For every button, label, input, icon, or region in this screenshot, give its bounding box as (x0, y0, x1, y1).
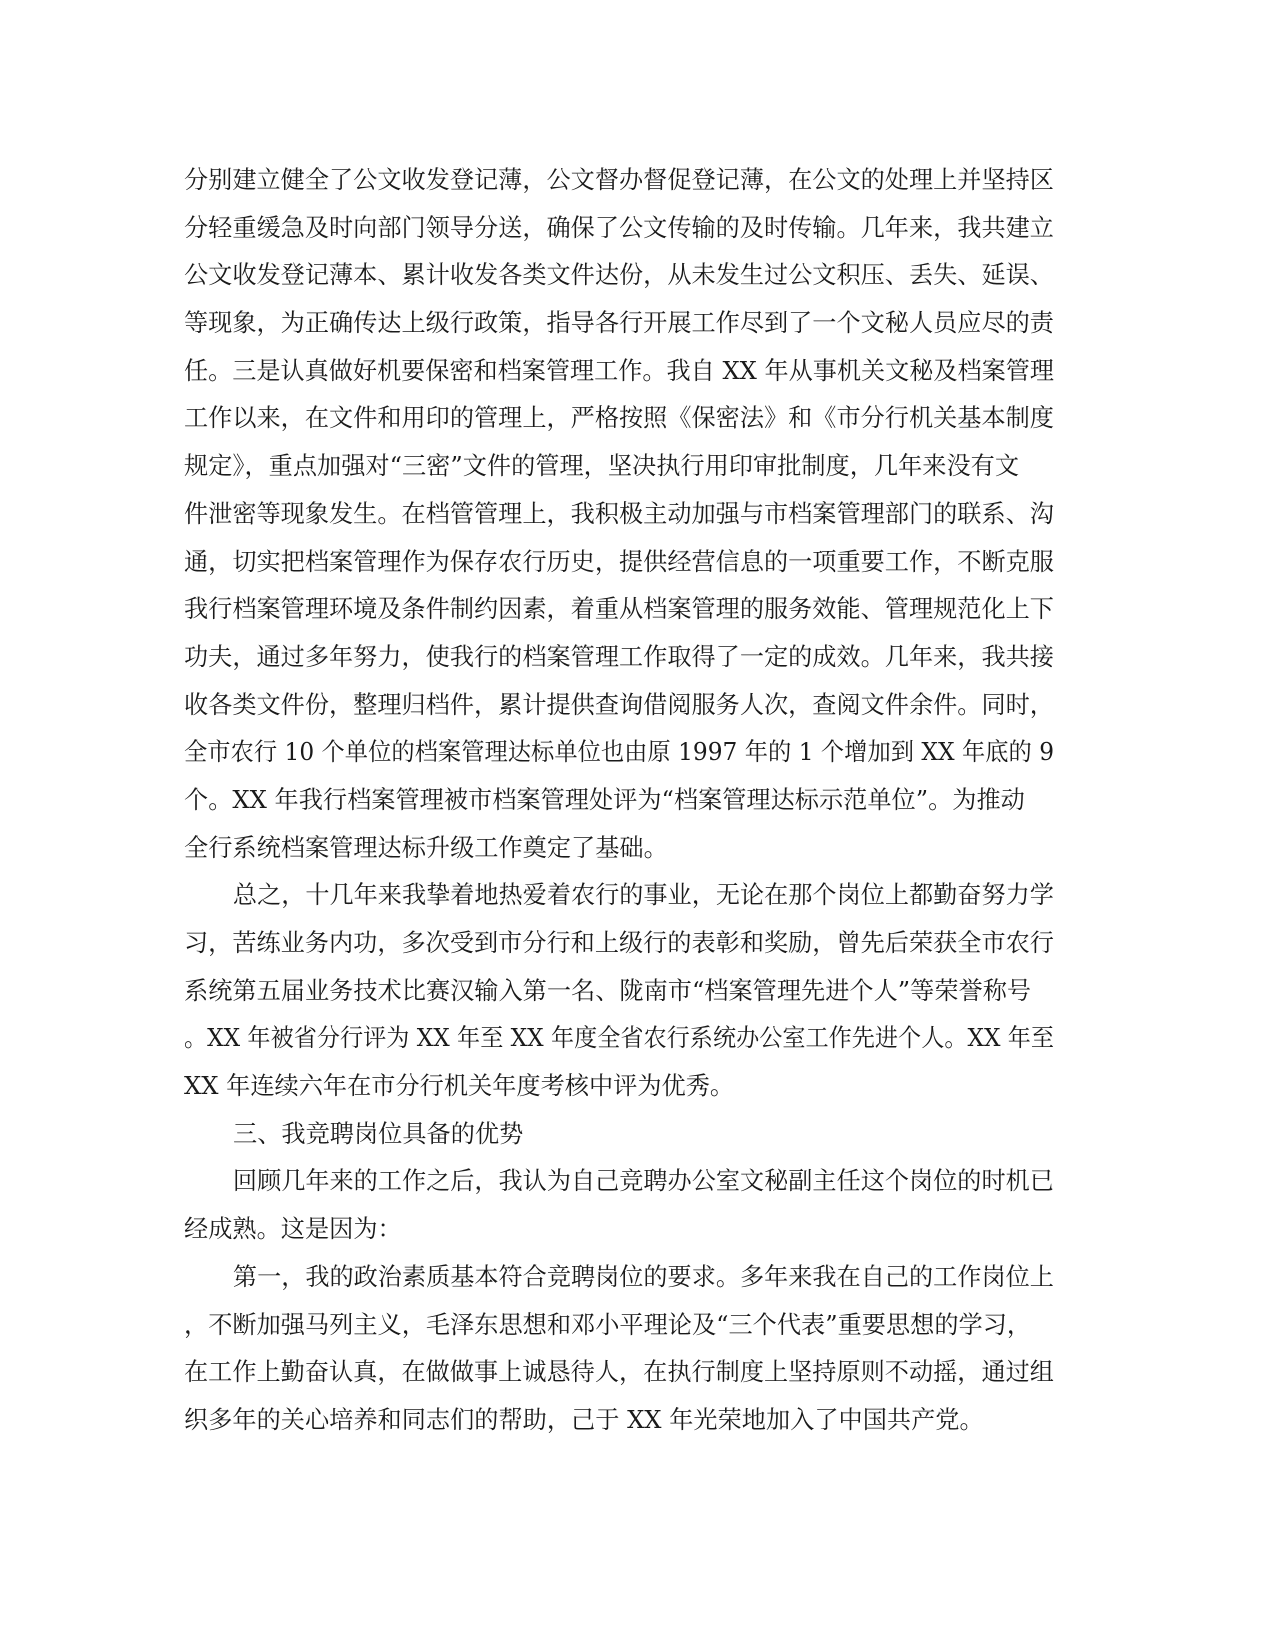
text-line: 在工作上勤奋认真，在做做事上诚恳待人，在执行制度上坚持原则不动摇，通过组 (184, 1358, 1054, 1387)
text-line: 回顾几年来的工作之后，我认为自己竞聘办公室文秘副主任这个岗位的时机已 (232, 1167, 1054, 1196)
text-line: 总之，十几年来我挚着地热爱着农行的事业，无论在那个岗位上都勤奋努力学 (232, 881, 1054, 910)
text-line: 任。三是认真做好机要保密和档案管理工作。我自 XX 年从事机关文秘及档案管理 (184, 356, 1055, 385)
text-line: 系统第五届业务技术比赛汉输入第一名、陇南市“档案管理先进个人”等荣誉称号 (184, 976, 1032, 1005)
text-line: 个。XX 年我行档案管理被市档案管理处评为“档案管理达标示范单位”。为推动 (184, 785, 1025, 814)
text-line: 习，苦练业务内功，多次受到市分行和上级行的表彰和奖励，曾先后荣获全市农行 (184, 929, 1054, 957)
text-line: 织多年的关心培养和同志们的帮助，己于 XX 年光荣地加入了中国共产党。 (184, 1405, 984, 1434)
text-line: XX 年连续六年在市分行机关年度考核中评为优秀。 (184, 1072, 735, 1101)
text-line: 分别建立健全了公文收发登记薄，公文督办督促登记薄，在公文的处理上并坚持区 (184, 166, 1054, 194)
text-line: 第一，我的政治素质基本符合竞聘岗位的要求。多年来我在自己的工作岗位上 (232, 1262, 1054, 1291)
text-line: 全市农行 10 个单位的档案管理达标单位也由原 1997 年的 1 个增加到 XX 年底的 9 (184, 738, 1055, 767)
text-line: 等现象，为正确传达上级行政策，指导各行开展工作尽到了一个文秘人员应尽的责 (184, 309, 1054, 338)
text-line: 分轻重缓急及时向部门领导分送，确保了公文传输的及时传输。几年来，我共建立 (184, 213, 1054, 242)
text-line: 收各类文件份，整理归档件，累计提供查询借阅服务人次，查阅文件余件。同时， (184, 690, 1054, 719)
text-line: 规定》，重点加强对“三密”文件的管理，坚决执行用印审批制度，几年来没有文 (184, 452, 1020, 481)
text-line: 通，切实把档案管理作为保存农行历史，提供经营信息的一项重要工作，不断克服 (184, 547, 1054, 576)
text-line: 件泄密等现象发生。在档管管理上，我积极主动加强与市档案管理部门的联系、沟 (184, 499, 1054, 528)
text-line: 功夫，通过多年努力，使我行的档案管理工作取得了一定的成效。几年来，我共接 (184, 642, 1054, 671)
text-line: 工作以来，在文件和用印的管理上，严格按照《保密法》和《市分行机关基本制度 (184, 404, 1054, 433)
body-text (184, 157, 1054, 1445)
text-line: 公文收发登记薄本、累计收发各类文件达份，从未发生过公文积压、丢失、延误、 (184, 261, 1054, 290)
text-line: 全行系统档案管理达标升级工作奠定了基础。 (184, 833, 668, 862)
text-line: 。XX 年被省分行评为 XX 年至 XX 年度全省农行系统办公室工作先进个人。XX 年至 (184, 1024, 1055, 1053)
text-line: 三、我竞聘岗位具备的优势 (233, 1119, 524, 1148)
text-line: ，不断加强马列主义，毛泽东思想和邓小平理论及“三个代表”重要思想的学习， (184, 1310, 1032, 1339)
text-line: 我行档案管理环境及条件制约因素，着重从档案管理的服务效能、管理规范化上下 (184, 595, 1054, 624)
text-line: 经成熟。这是因为： (184, 1215, 402, 1244)
